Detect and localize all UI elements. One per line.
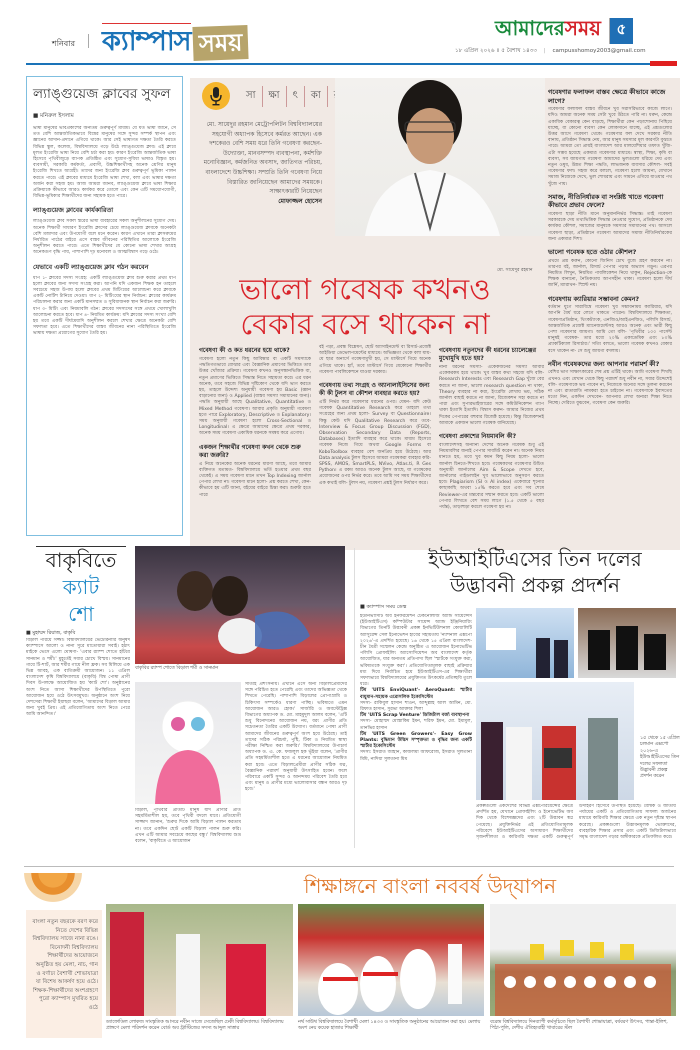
byline: ■ মনিরুল ইসলাম bbox=[33, 113, 74, 119]
answer-text: গবেষণা ছাড়া নীতি মানে অনুমাননির্ভর সিদ্ধান্ত। তাই গবেষণা সরকারকে দেয় তথ্যভিত্তিক সিদ্ধান্ত নেওয়ার সুযোগ, প্রতিষ্ঠানকে দেয় কার্যকর কৌশল, সমাজের মানুষকে সমস্যার সমাধানের পথ। আসলে গবেষণা ছাড়া, প্রতিষ্ঠানে গবেষণা আমাদের সমাজ নীতিনির্ধারকের জন্য একমাত্র দিশা। bbox=[548, 212, 672, 242]
interview-label-letter: সা bbox=[246, 90, 256, 101]
question-heading: গবেষণা কী ও কত ধরনের হয়ে থাকে? bbox=[199, 347, 290, 354]
section-logo-part2: সময় bbox=[192, 25, 248, 61]
cat-show-title-line1: বাকৃবিতে bbox=[36, 546, 126, 574]
page-number: ৫ bbox=[609, 18, 633, 44]
section-rule bbox=[24, 866, 674, 867]
pohela-boishakh-intro: বাংলা নতুন বছরকে বরণ করে নিতে দেশের বিভিন্ন বিশ্ববিদ্যালয় সাজে নানা রঙে। বিনোদনী বিশ্ববিদ্যালয় শিক্ষার্থীদের আয়োজনে অনুষ্ঠিত হয় মেলা, নাচ, গান ও বর্ণাঢ্য বৈশাখী শোভাযাত্রা যা বিশেষ আকর্ষণ হয়ে ওঠে। শিক্ষক-শিক্ষার্থীদের অংশগ্রহণে পুরো ক্যাম্পাস মুখরিত হয়ে ওঠে bbox=[26, 910, 102, 1038]
interview-column-4 bbox=[548, 88, 672, 408]
cat-show-photo-1 bbox=[135, 546, 345, 664]
cat-show-column-3: সত্যিই প্রশংসনীয়। এখানে এসে অন্য বিড়ালপ্রেমীদের সঙ্গে পরিচিত হতে পেরেছি এবং তাদের অভিজ্ঞতা থেকে শিখতে পেরেছি। পাশাপাশি বিড়ালের প্রোপাগ্রামি ও চিকিৎসা সম্পর্কেও ধারণা পাচ্ছি। ভবিষ্যতে এমন আয়োজন আরও হোক।' সার্জারি ও অবস্টেট্রিক্স বিভাগের অধ্যাপক ড. মো. মাহমুদুল আলম বলেন, 'এটি শুধু বিনোদনের আয়োজন নয়, বরং প্রাণীর প্রতি সচেতনতা তৈরির একটি উদ্যোগ। বর্তমানে পোষা প্রাণী আমাদের জীবনের গুরুত্বপূর্ণ অংশ হয়ে উঠেছে। তাই তাদের সঠিক পরিচর্যা, পুষ্টি, টিকা ও নিয়মিত স্বাস্থ্য পরীক্ষা নিশ্চিত করা জরুরি।' বিশ্ববিদ্যালয়ের উপাচার্য অধ্যাপক ড. এ. কে. ফজলুল হক ভূঁইয়া বলেন, 'প্রাণীর প্রতি সহমর্মিতাশীল হতে এ ধরনের আয়োজন নিয়মিত করা হবে। এতে বিড়ালপ্রেমীরা প্রাণীর সঠিক যত্ন, বৈজ্ঞানিক পরামর্শ অনুযায়ী উৎসাহিত হবেন। ফলে পরিবারে একটি সুন্দর ও আনন্দময় পরিবেশ তৈরি হবে এবং মানুষ ও প্রাণীর মধ্যে ভালোবাসার বন্ধন আরও দৃঢ় হবে।' bbox=[245, 682, 347, 793]
header-rule bbox=[26, 63, 650, 65]
question-heading: গবেষণার ফলাফল বাস্তব ক্ষেত্রে কীভাবে কাজে লাগে? bbox=[548, 88, 666, 105]
answer-text: নানা ধরনের সমস্যা- একেকজনের সমস্যা আবার একেকরকম হয়ে থাকে। খুব বাস্তব কথা সহজে যদি বলি- Research Interests এবং Research Gap খুঁজে বের করতে না জানা, ভালো research question না থাকা, Theory ব্যবহার না করা, ইংরেজি লেখায় ভয়, সঠিক জার্নাল বাছাই করতে না জানা, রিজেকশন সহ্য করতে না পারা এবং সুপারভাইজারের সঙ্গে কমিউনিকেশন গ্যাপ থাকা ইত্যাদি ইত্যাদি। বিশ্বাস করুন- আমার নিজের প্রথম দিকের পেপারের বহুবার রিজেক্ট হয়েছে। কিন্তু রিজেকশনই আমাকে একজন ভালো গবেষক বানিয়েছে। bbox=[439, 365, 544, 426]
team-members: সদস্য: ইসরাত জাহান, কাজলমা আফরোজ, ইসরাত সুলতানা মিমি, নাদিয়া সুলতানা মিম bbox=[360, 750, 472, 762]
microphone-icon bbox=[202, 82, 230, 110]
interviewee-photo bbox=[335, 78, 545, 236]
answer-text: বই পড়া, প্রবন্ধ বিশ্লেষণ, ছোট অ্যাসাইনমেন্ট বা রিসার্চ-প্রজেক্ট আইডিয়া ডেভেলপমেন্টের মাধ্যমে। অভিজ্ঞতা থেকে বলা যায়- যে ছাত্র অনার্সে গবেষণামুখী হয়, সে মাস্টার্সে গিয়ে অনেক এগিয়ে থাকে। হ্যাঁ, তবে মাস্টার্সে গিয়ে যেকোনো শিক্ষার্থীর গবেষণা পাবলিকেশনে যাওয়া দরকার। bbox=[319, 345, 431, 375]
newspaper-logo-part1: আমাদের bbox=[495, 16, 565, 40]
section-text: ধাপ ১- ক্লাবের সদস্য সংগ্রহ: একটি ল্যাঙ্গুয়েজ ক্লাব শুরু করার প্রথম ধাপ হলো ক্লাবের জন্য সদস্য সংগ্রহ করা। আপনি যদি একজন শিক্ষক হন তাহলে সবচেয়ে সহজ উপায় হলো ক্লাবের প্রথম মিটিংয়ের আলোচনা করে ক্লাবকে একটি নোটিশ টানিয়ে দেওয়া। ধাপ ২- মিটিংয়ের স্থান নির্বাচন: ক্লাবের কার্যক্রম পরিচালনা করার জন্য একটি মানসম্মত ও সুবিধাজনক স্থান নির্বাচন করা জরুরি। ধাপ ৩- মিটিং এবং নিয়মাবলি গঠন: ক্লাবের সদস্যদের সঙ্গে প্রথমে খোলাখুলি আলোচনা করতে হবে। ধাপ ৪- নিয়মিত কার্যক্রম: যদি ক্লাবের সদস্য সংখ্যা বেশি হয় তবে একটি দীর্ঘমেয়াদি অনুশীলন করলে শেখার ক্ষেত্রে অনেকটা বেশি সফলতা হবে। এতে শিক্ষার্থীদের বাস্তব জীবনের নানা পরিস্থিতিতে ইংরেজি ভাষায় দক্ষতা প্রয়োগের সুযোগ তৈরি হয়। bbox=[33, 275, 176, 337]
headline-line-1: ভালো গবেষক কখনও bbox=[239, 272, 491, 306]
interview-headline bbox=[190, 272, 540, 342]
uits-body-text: ইউনিভার্সিটি অব ইনফরমেশন টেকনোলজি অ্যান্ড সায়েন্সেস (ইউআইটিএস) কম্পিউটার সায়েন্স অ্যান্ড ইঞ্জিনিয়ারিং বিভাগের তিনটি উদ্ভাবনী প্রকল্প ইনভিটিউশনাল কোয়ালিটি অ্যাসুরেন্স সেল ইনোভেশন হাবের সহায়তায় 'ন্যাশনাল এক্সপো ২০২৬'-এ প্রদর্শিত হয়েছে। ১৬ থেকে ১৫ এপ্রিল বাংলাদেশ-চীন মৈত্রী সম্মেলন কেন্দ্রে অনুষ্ঠিত এ আয়োজন ইনোভেটিভ পলিসি প্রোফাইলিং অ্যাসোসিয়েশন অব বাংলাদেশ কর্তৃক আয়োজিত, যার অন্যতম প্রতিপাদ্য ছিল 'স্মার্টকে সংযুক্ত করা, ভবিষ্যতকে সংযুক্ত করা'। প্রতিযোগিতামূলক বাছাই প্রক্রিয়ার মধ্য দিয়ে নির্বাচিত হয়ে ইউআইটিএস-এর শিক্ষার্থীরা সফলভাবে বিশ্ববিদ্যালয়ের প্রযুক্তিগত উৎকর্ষের প্রতিচ্ছবি তুলে ধরে। bbox=[360, 614, 472, 688]
uits-title-line2: উদ্ভাবনী প্রকল্প প্রদর্শন bbox=[449, 573, 620, 597]
question-heading: নবীন গবেষকদের জন্য আপনার পরামর্শ কী? bbox=[548, 359, 660, 368]
answer-text: গবেষণার ফলাফল বাস্তব জীবনে খুব সরাসরিভাবে কাজে লাগে। যদিও আমরা অনেক সময় সেটা খুবে উঠতে পারি না। ধরুন, কেন্দ্রে একাধিক বেকারত্ব কেন বাড়ছে, শিক্ষার্থীরা কেন পড়াশোনায় পিছিয়ে যাচ্ছে, বা কোনো ব্যবসা কেন লোকসানে যাচ্ছে, এই প্রশ্নগুলোর উত্তর আসে গবেষণা থেকে। গবেষণার ফল দেখে সরকার নীতি বানায়, প্রতিষ্ঠান সিদ্ধান্ত নেয়, আর মানুষ সমস্যার মূল কারণটা বুঝতে পারে। আমরা তো প্রায়ই বাংলাদেশ আর মালয়েশিয়ার তফাত খুঁজি- এটা সম্ভব হয়েছে একমাত্র গবেষণার মাধ্যমে। স্বাস্থ্য, শিক্ষা, কৃষি বা ব্যবসা, সব জায়গায় গবেষণা আমাদের ভুলগুলো ধরিয়ে দেয় এবং নতুন ওষুধ, উন্নত শিক্ষা পদ্ধতি, লাভজনক ব্যবসার কৌশল- সবই গবেষণার ফল। সহজ করে বললে, গবেষণা হলো আয়না, যেখানে সমাজ নিজেকে দেখে, ভুল শোধরায় এবং সামনে এগিয়ে যাওয়ার পথ খুঁজে পায়। bbox=[548, 107, 672, 187]
question-heading: গবেষণায় নতুনদের কী ধরনের চ্যালেঞ্জের মুখোমুখি হতে হয়? bbox=[439, 347, 537, 362]
uits-title-line1: ইউআইটিএসের তিন দলের bbox=[428, 547, 642, 571]
language-club-article bbox=[26, 76, 183, 536]
uits-byline: ■ ক্যাম্পাস সময় ডেস্ক bbox=[360, 604, 407, 610]
column-divider bbox=[354, 548, 355, 848]
uits-body-continued: প্রকল্পগুলো একদেশের বিভিন্ন এক্সপেরিয়েন্সের ক্ষেত্রে প্রদর্শিত হয়, যেখানে প্রোফাইলিং ও ইনোভেটিভ অব দিক থেকে বিশেষজ্ঞদের এবং ২টি উদ্ভাবন স্বপ্ন পেয়েছে। প্রযুক্তিনির্ভর এই প্রতিযোগিতামূলক পরিবেশে ইউআইটিএসের অসাধারণ শিক্ষার্থীদের সৃজনশীলতা ও কারিগরি দক্ষতা একটি গুরুত্বপূর্ণ উদাহরণ হিসেবে উপস্থিত হয়েছে। বৈশ্বিক ও জাতীয় পর্যায়ের একটি ও প্রতিযোগিতায় সাফল্য অর্জনের মাধ্যমে কারিগরি শিক্ষার ক্ষেত্রে এক নতুন দৃষ্টান্ত স্থাপন করেছে। প্রকল্পগুলো উদ্ভাবনমূলক ভোক্তাদের, ব্যবহারিক শিক্ষার প্রসার এবং একটি ডিজিটালভাবে সমৃদ্ধ বাংলাদেশ গড়ার অঙ্গীকারকে প্রতিফলিত করে। bbox=[476, 804, 676, 841]
section-logo bbox=[102, 18, 248, 60]
cat-paragraph: ১১ এপ্রিল বাংলাদেশ কৃষি বিশ্ববিদ্যালয়ে (বাকৃবি) বিশ্ব পোষা প্রাণী দিবস উপলক্ষে আয়োজিত হয় 'ক্যাট শো'। অনুষ্ঠানের অংশ নিতে আসা শিক্ষার্থীদের উপস্থিতিতে পুরো আয়োজন হয়ে ওঠে উৎসবমুখর। অনুষ্ঠানে অংশ নিয়ে দেশসেরা শিক্ষার্থী ইয়াছরা বলেন, 'আমাদের বিড়াল আমার জন্য খুবই প্রিয়। এই প্রতিযোগিতায় অংশ নিতে পেরে আমি আনন্দিত।' bbox=[26, 669, 130, 718]
team-members: সদস্য- মোহাম্মদ মোস্তাকিম ইমন, শরিফ ইমন, মো. ইমামুল, তানভির হাসান bbox=[360, 719, 472, 731]
question-heading: গবেষণা প্রকাশের নিয়মাবলি কী? bbox=[439, 433, 517, 441]
cat-with-glasses-photo bbox=[135, 682, 241, 804]
answer-text: প্রথমে প্রশ্ন করুন, কোনো জিনিস চোখ বুজে গ্রহণ করবেন না। তারপর বই, জার্নাল, রিসার্চ পেপার পড়ার অভ্যাস গড়ুন। এরপর নিয়মিত লিখুন, নিয়মিত পাবলিকেশন নিয়ে থাকুন, Rejection-কে শিক্ষক বানানো, নৈতিকতায় আপসহীন থাকা। গবেষণা হলো দীর্ঘ জার্নি, ম্যারাথন- স্প্রিন্ট নয়। bbox=[548, 258, 672, 289]
answer-text: বাংলাদেশসহ অন্যান্য দেশের অনেক গবেষক শুধু এই নিয়মাবলির জন্যই পেপার সাবমিট করেন না। অনেক নিয়ম মানতে হয়, তবে খুব কমন কিছু নিয়ম হলো- ভালো জার্নাল চিনতে-শিখতে হবে। গবেষকদের গবেষণার উচিত অনুযায়ী জার্নালের Aim & Scope দেখতে হবে, জার্নালের গাইডলাইন খুব ভালোভাবে অনুসরণ করতে হবে। Plagiarism (SI ও AI index) একেবারে শূন্যের কাছাকাছি অথবা ১৫% করতে হবে এবং সব শেষে Reviewer-এর মন্তব্যের সম্মান করতে হবে। একটি ভালো পেপার লিখতে বেশ সময় লাগে (১.৫ থেকে ৫ বছর পর্যন্ত), তাড়াহুড়া করলে গবেষণা হয় না। bbox=[439, 443, 544, 511]
interview-intro bbox=[200, 120, 322, 206]
uits-photo-1 bbox=[476, 608, 574, 678]
cat-paragraph: বিড়াল পরিয়ে সজ্জা। বিশ্ববিদ্যালয়ের ভেটেরিনারি অনুষদ ক্যাম্পাসে আলো ও নানা সুরে মাতোয়ারা সবাই। হঠাৎ মাইকে ভেসে এলো ঘোষণা- 'এবার র‍্যাম্প শোতে হাঁটবে সানমান ও শর্মী।' মুহূর্তেই সবার চোখে বিস্ময়। সানমানের গায়ে টি-শার্ট, আর শর্মীর গায়ে নীল ফ্রক। সব মিলিয়ে এক ভিন্ন আবহ, এক ব্যতিক্রমী আয়োজন। bbox=[26, 638, 130, 675]
header-red-accent bbox=[650, 61, 677, 66]
question-heading: একজন শিক্ষার্থীর গবেষণা কখন থেকে শুরু করা জরুরি? bbox=[199, 443, 301, 459]
cat-show-title-line2: ক্যাট bbox=[62, 575, 100, 599]
photo-caption-barendra: বরেন্দ্র বিশ্ববিদ্যালয়ে দিনব্যাপী কর্মসূচিতে ছিল বৈশাখী শোভাযাত্রা, বর্ষবরণ উৎসব, পান্তা-ইলিশ, পিঠা-পুলি, দেশীয় ঐতিহ্যবাহী খাবারের স্টল bbox=[490, 1020, 668, 1032]
article-paragraph: ভাষা মানুষের ভাবপ্রকাশের অন্যতম গুরুত্বপূর্ণ মাধ্যম। যে যত ভাষা জানে, সে তত বেশি আন্তর্জাতিকভাবে বিশ্বের মানুষের সঙ্গে সুন্দর সম্পর্ক স্থাপন এবং জ্ঞানের আদান-প্রদানে এগিয়ে থাকে। আর সেই ভাষাগত দক্ষতা তৈরি করতে বিভিন্ন স্কুল, কলেজ, বিশ্ববিদ্যালয়ে গড়ে উঠে ল্যাঙ্গুয়েজ ক্লাব। এই ক্লাবে মূলত ইংরেজি ভাষা নিয়ে বেশি চর্চা করা হয়। কারণ ইংরেজি আন্তর্জাতিক ভাষা হিসেবে পৃথিবীজুড়ে ব্যাপক প্রতিষ্ঠিত এবং সুযোগ-সুবিধা ভাষাও বিস্তৃত হয়। ব্যবসায়ী, সরকারি কর্মকর্তা, প্রবাসী, উচ্চশিক্ষার্থীসহ অনেক শ্রেণির মানুষ ইংরেজি শিখতে আগ্রহী। তাদের জন্য ইংরেজি ক্লাব গুরুত্বপূর্ণ ভূমিকা পালন করতে পারে। এই ক্লাবের মাধ্যমে ইংরেজি ভাষা শেখা, বলা এবং ভাষার দক্ষতা অর্জন করা সহজ হয়। আজ আমরা জানব, ল্যাঙ্গুয়েজ ক্লাবে ভাষা শিক্ষার প্রক্রিয়াকে কীভাবে আরও কার্যকর করে তোলে এবং কেন এটি সময়োপযোগী, বিভিন্ন-ভূমিকার শিক্ষার্থীদের জন্য সহায়ক হতে পারে। bbox=[33, 126, 176, 200]
team-name: টিম 'UITS Scrap Venture' ডিজিটাল বর্জ্য ব্যবস্থাপনা bbox=[360, 713, 470, 719]
cat-show-title bbox=[36, 546, 126, 628]
team-name: টিম 'UITS EnviQuant'- AeroQuant: স্মার্টার বায়ুমান-সহায়ক এরোসলিক ইকোসিস্টেম bbox=[360, 688, 472, 700]
nsu-dance-photo bbox=[298, 904, 484, 1016]
mandala-ornament-icon bbox=[24, 873, 82, 911]
photo-caption-daffodil: ড্যাফোডিল লোকজ সাংস্কৃতিক আসরে নবীন সাজে সেজেছিল ঢেকী বিশ্ববিদ্যালয়। বিশ্ববিদ্যালয় প্রাঙ্গণে মেলা পরিদর্শন করেন বোর্ড অব ট্রাস্টিজের সদস্য আব্দুল সাত্তার bbox=[106, 1020, 284, 1032]
cat-show-column-2: বিড়াল, পৃথিবীর প্রতিটি মানুষ যদি প্রাণীর প্রতি সহমর্মিতাশীল হয়, তবে পৃথিবী বদলে যাবে। প্রতিযোগী সাজ্জাদ জানান, 'শুরুর দিকে আমি বিড়াল পালন করতাম না। তবে একদিন ছোট একটি বিড়াল পালন শুরু করি। এখন এটি আমার সবচেয়ে কাছের বন্ধু।' বিশ্ববিদ্যালয় শুভ্র বলেন, 'বাকৃবিতে এ আয়োজন bbox=[135, 808, 241, 845]
section-heading: ল্যাঙ্গুয়েজ ক্লাবের কার্যকারিতা bbox=[33, 206, 114, 215]
answer-text: এটি নির্ভর করে গবেষণার ধরনের ওপর। যেমন- যদি কেউ গবেষক Quantitative Research করে তাহলে তথ্য সংগ্রহের জন্য প্রথম হলো- Survey বা Questionnaire। কিন্তু কেউ যদি Qualitative Research করে তবে- Interview & Focus Group Discussion (FGD), Observation Secondary Data (Reports, Databases) ইত্যাদি ব্যবহার করে থাকে। মাধ্যম হিসেবে গবেষক নিজে গিয়ে অথবা Google Forms বা KoboToolbox ব্যবহার বেশ জনপ্রিয় হয়ে উঠেছে। আর Data analysis টুলস হিসেবে আমরা গবেষকরা ব্যবহার করি- SPSS, AMOS, SmartPLS, NVivo, Atlas.ti, R Ges Python। এ রকম আরও অনেক টুলস আছে, যা গবেষকের প্রয়োজনের ওপর নির্ভর করে। তবে আমি সব সময় শিক্ষার্থীদের এক কথাই বলি- টুলস নয়, গবেষণা প্রশ্নই টুলস নির্ধারণ করে। bbox=[319, 400, 431, 486]
photo-caption: মো. সায়েদুর রহমান bbox=[497, 268, 533, 273]
cat-show-byline: ■ মুহাম্মদ রিয়াজ, বাকৃবি bbox=[26, 630, 76, 636]
weekday-label: শনিবার bbox=[52, 39, 75, 48]
cat-show-column-1 bbox=[26, 638, 130, 848]
intro-text: মো. সায়েদুর রহমান মেট্রোপলিটন বিশ্ববিদ্যালয়ের সহযোগী অধ্যাপক হিসেবে কর্মরত আছেন। এক দশকেরও বেশি সময় ধরে তিনি গবেষণা করছেন- উদ্যোক্তা, মানবসম্পদ ব্যবস্থাপনা, কর্মশক্তি মনোবিজ্ঞান, কর্মজনিত অবসাদ, জাতিগত পরিচয়, বাংলাদেশে উচ্চশিক্ষা। সম্প্রতি তিনি গবেষণা নিয়ে বিস্তারিত জানিয়েছেন আমাদের সময়কে। সাক্ষাৎকারটি নিয়েছেন bbox=[203, 121, 322, 196]
section-heading: যেভাবে একটি ল্যাঙ্গুয়েজ ক্লাব গঠন করবেন bbox=[33, 262, 149, 271]
cat-show-title-line3: শো bbox=[68, 602, 94, 626]
cat-photo-caption: বাকৃবির র‍্যাম্প শোতে বিড়াল শর্মী ও সানমান bbox=[135, 666, 219, 671]
article-title: ল্যাঙ্গুয়েজ ক্লাবের সুফল bbox=[33, 86, 171, 102]
uits-photo-2 bbox=[578, 608, 676, 678]
question-heading: ভালো গবেষক হতে ওঠার কৌশল? bbox=[548, 248, 637, 257]
uits-photo-3 bbox=[476, 682, 634, 800]
answer-text: বর্তমান যুগে সারাবিশ্বে গবেষণা খুব সম্ভাবনাময় ক্যারিয়ার, যদি আপনি ধৈর্য ধরে লেগে থাকতে পারেন। বিশ্ববিদ্যালয়ে শিক্ষকতা, গবেষণাপ্রতিষ্ঠান, থিংকট্যাংক, এনজিও/আইএনজিও, পলিসি রিসার্চ, আন্তর্জাতিক প্রজেক্ট ম্যানেজমেন্টসহ আরও অনেক এবং ভারী কিছু পেশা গবেষণার জায়গা। আমি তো বলি- 'পৃথিবীর ১০০ পার্সেন্ট মানুষই গবেষক- তার মধ্যে ২০% একাডেমিক এবং ৮০% প্র্যাকটিক্যাল রিসার্চার।' সত্যি বলতে, ভালো গবেষক কখনও বেকার বসে থাকেন না- সে শুধু জায়গা বদলায়। bbox=[548, 305, 672, 354]
email-link[interactable]: campusshomoy2003@gmail.com bbox=[552, 48, 646, 54]
interview-label bbox=[240, 86, 345, 107]
interview-column-3 bbox=[439, 345, 544, 511]
question-heading: গবেষণায় ক্যারিয়ার সম্ভাবনা কেমন? bbox=[548, 294, 640, 303]
interview-label-letter: ৎ bbox=[286, 86, 304, 107]
interview-column-1 bbox=[199, 345, 311, 499]
question-heading: সমাজ, নীতিনির্ধারক বা সংশ্লিষ্ট খাতে গবেষণা কীভাবে প্রভাব ফেলে? bbox=[548, 192, 664, 210]
newspaper-logo bbox=[495, 14, 633, 47]
barendra-procession-photo bbox=[490, 904, 676, 1016]
team-name: টিম 'UITS Green Growers'- Easy Grow Plants: বুদ্ধিমান উদ্ভিদ সম্পৃক্ততা ও বৃদ্ধির জন্য একটি স্মার্টার ইকোসিস্টেম bbox=[360, 731, 472, 750]
uits-body bbox=[360, 614, 472, 850]
interview-column-2 bbox=[319, 345, 431, 487]
interview-label-letter: ক্ষা bbox=[262, 86, 286, 107]
date-email-line: ১৮ এপ্রিল ২০২৬ ॥ ৫ বৈশাখ ১৪৩৩ | campusshomoy2003@gmail.com bbox=[455, 48, 646, 54]
answer-text: বেশির ভাগ সাক্ষাৎকারের শেষ প্রশ্ন এটিই থাকে। আমি গবেষণা শিখছি এখনও এবং যেখান থেকে কিছু পরামর্শ শুধু নবীন না, সবার উদ্দেশেই বলি- গবেষণাকে ভয় পাবেন না, নিজেকে অন্যের সঙ্গে তুলনা করবেন না এবং রাতারাতি নামকরা হতে চাইবেন না। গবেষণাকে ইবাদতের মতো নিন, একদিন দেখবেন- আপনার লেখা অন্যরা শিক্ষা নিতে নিচ্ছে। দেরিতে বুঝবেন, গবেষণা কেন জরুরি। bbox=[548, 370, 672, 407]
interviewer-name: মোফাজ্জল হোসেন bbox=[278, 197, 322, 205]
header-divider bbox=[88, 34, 89, 48]
date-line: ১৮ এপ্রিল ২০২৬ ॥ ৫ বৈশাখ ১৪৩৩ bbox=[455, 48, 537, 54]
uits-photo-caption: ১৫ থেকে ১৫ এপ্রিল চলমান এক্সপো ২০২৬-এ ইউআইটিএসের তিন দলের সফলতা উদ্ভাবনী প্রকল্প প্রদর্শন করেন bbox=[640, 736, 680, 780]
section-logo-part1: ক্যাম্পাস bbox=[102, 23, 191, 60]
answer-text: এ নিয়ে অনেকের অনেক ধরনের ধারণা আছে, তবে আমার ব্যক্তিগত মতামত- বিশ্ববিদ্যালয়ে ভর্তি হওয়ার প্রথম বছর থেকেই। এ সময় গবেষণা মানে তখন Top Indexing জার্নাল পেপার লেখা না। গবেষণা মানে হলো- প্রশ্ন করতে শেখা, কেন-কীভাবে হয় এটি জানা, বইয়ের বাইরে চিন্তা করা। শুরুটা হতে পারে bbox=[199, 461, 311, 498]
team-members: সদস্য- রাকিবুল হাসান শাওন, আব্দুল্লাহ আল আমিন, মো. রিফাত হাসান, সুরভা আক্তার শিলা bbox=[360, 700, 472, 713]
newspaper-logo-part2: সময় bbox=[564, 16, 601, 40]
headline-line-2: বেকার বসে থাকেন না bbox=[240, 307, 490, 341]
question-heading: গবেষণায় তথ্য সংগ্রহ ও অ্যানালাইসিসের জন্য কী কী টুলস বা কৌশল ব্যবহার করতে হয়? bbox=[319, 382, 430, 398]
interview-label-letter: কা bbox=[304, 86, 327, 107]
answer-text: গবেষণা হলো নতুন কিছু আবিষ্কার বা একটি সমস্যাকে পদ্ধতিগতভাবে বোঝার এবং বৈজ্ঞানিক প্রমাণের ভিত্তিতে তার উত্তর খোঁজার প্রক্রিয়া। গবেষণা কখনও অনুসন্ধানভিত্তিক বা, নতুন প্রমাণের ভিত্তিতে সিদ্ধান্ত নিতে সহায়তা করে। এর ধরন অনেক, তবে সহজে বিভিন্ন দৃষ্টিকোণ থেকে যদি ভাগ করতে হয়, তাহলে উদ্দেশ্য অনুযায়ী গবেষণা হয় Basic (জ্ঞান বাড়ানোর জন্য) ও Applied (বাস্তব সমস্যা সমাধানের জন্য)। পদ্ধতি অনুযায়ী আছে Qualitative, Quantitative ও Mixed Method গবেষণা। আবার প্রকৃতি অনুযায়ী গবেষণা হতে পারে Exploratory, Descriptive ও Explanatory। সময় অনুযায়ী গবেষণা হলো Cross-Sectional ও Longitudinal। এ ক্ষেত্রে আমাদের ক্ষেত্রে প্রথম দরকার, অনেক সময় গবেষণা একাধিক ধরনকে সমন্বয় করে এগোয়। bbox=[199, 357, 311, 437]
uits-title bbox=[380, 546, 690, 598]
section-text: ল্যাঙ্গুয়েজ ক্লাব সকল স্তরের ভাষা ব্যবহারের সকল অনুশীলনের সুযোগ দেয়। অনেক শিক্ষার্থী সাধারণ ইংরেজি ক্লাসের চেয়ে ল্যাঙ্গুয়েজ ক্লাবকে অনেকটা বেশি মজাদার এবং উপযোগী বলে মনে করেন। কারণ এখানে তারা ক্লাসরুমের নির্ধারিত পাঠের বাইরে এসে বাস্তব জীবনের পরিস্থিতির আলোকে ইংরেজি অনুশীলন করতে পারে। এতে শিক্ষার্থীদের যে কোনো ভাষা শেখার আগ্রহ অনেকগুণ বৃদ্ধি পায়, পাশাপাশি দৃঢ় মনোবল ও আত্মবিশ্বাস গড়ে ওঠে। bbox=[33, 219, 176, 256]
pohela-boishakh-title: শিক্ষাঙ্গনে বাংলা নববর্ষ উদ্‌যাপন bbox=[303, 874, 557, 898]
daffodil-celebration-photo bbox=[106, 904, 293, 1016]
photo-caption-nsu: নর্থ সাউথ বিশ্ববিদ্যালয়ে বৈশাখী মেলা ১৪৩৩ ও সাংস্কৃতিক অনুষ্ঠানের আয়োজন করা হয়। মেলায় অংশ নেয় কয়েক হাজার শিক্ষার্থী bbox=[298, 1020, 481, 1032]
